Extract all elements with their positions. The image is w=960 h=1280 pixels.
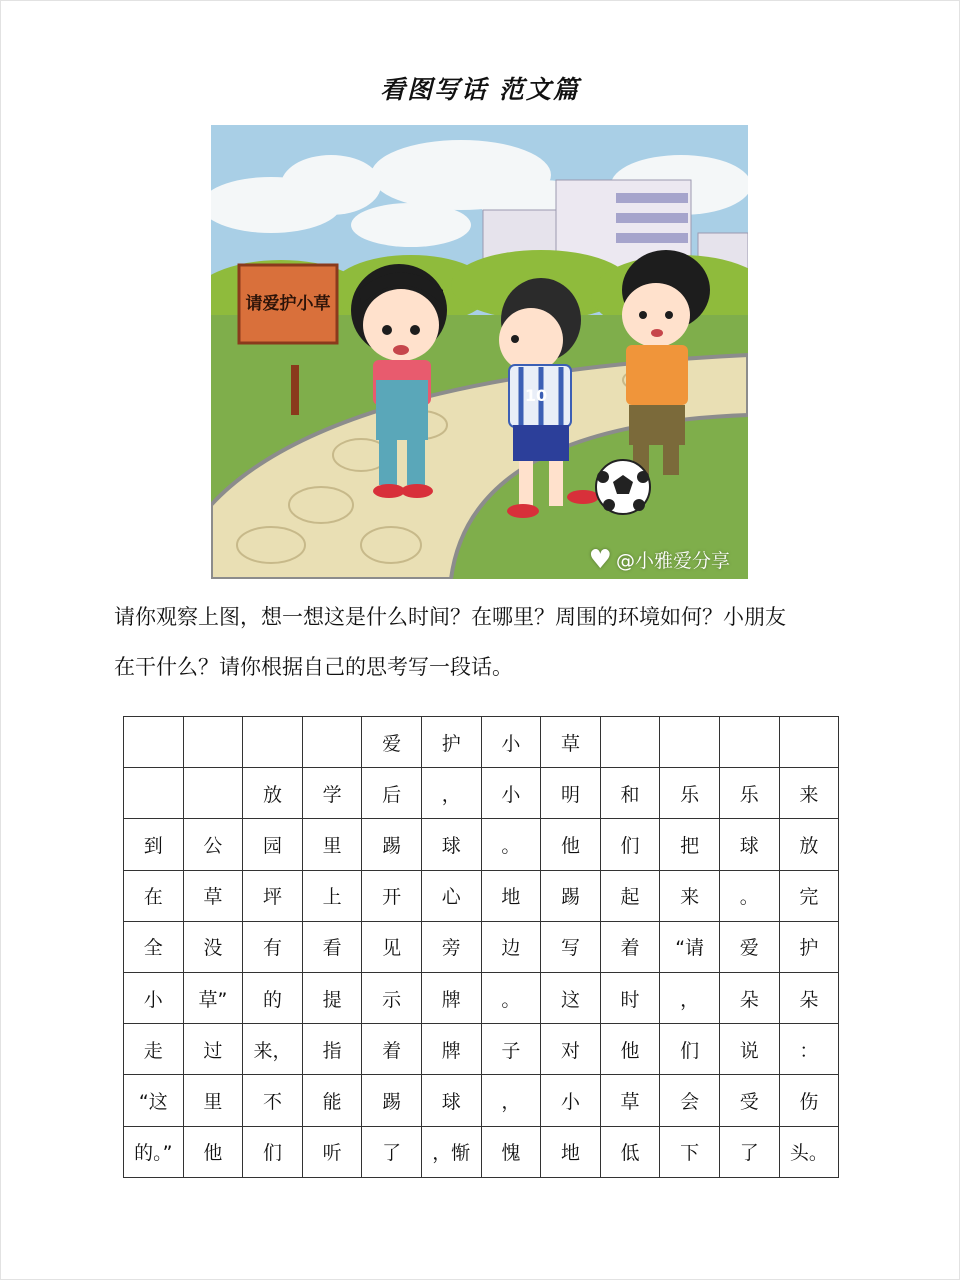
sign-post [291,365,299,415]
grid-cell: 把 [660,819,720,870]
grid-cell: “请 [660,921,720,972]
grid-cell: 来 [779,768,839,819]
grid-cell: 指 [302,1024,362,1075]
grid-cell: 学 [302,768,362,819]
soccer-ball-icon [596,460,650,514]
grid-cell: 朵 [719,972,779,1023]
grid-cell: 草” [183,972,243,1023]
grid-cell: 提 [302,972,362,1023]
grid-row [124,1126,839,1177]
grid-cell: 们 [660,1024,720,1075]
grid-cell: 地 [481,870,541,921]
grid-cell [243,717,303,768]
grid-cell: 踢 [362,1075,422,1126]
grid-cell [124,717,184,768]
grid-row [124,819,839,870]
grid-cell [183,717,243,768]
sign-text: 请爱护小草 [245,294,331,314]
grid-cell: 。 [481,972,541,1023]
grid-cell: 球 [421,819,481,870]
grid-cell [660,717,720,768]
grid-cell: 园 [243,819,303,870]
watermark [589,546,730,573]
grid-row [124,972,839,1023]
grid-cell: 示 [362,972,422,1023]
grid-cell: 小 [481,768,541,819]
grid-cell: 起 [600,870,660,921]
grid-cell: 头。 [779,1126,839,1177]
grid-cell: 坪 [243,870,303,921]
grid-cell: 愧 [481,1126,541,1177]
grid-row [124,921,839,972]
grid-row [124,1024,839,1075]
grid-cell: 地 [541,1126,601,1177]
watermark-text: @小雅爱分享 [615,550,730,572]
grid-cell: 爱 [362,717,422,768]
grid-cell: 旁 [421,921,481,972]
grid-cell: 来 [660,870,720,921]
grid-cell: 护 [421,717,481,768]
grid-cell: 草 [541,717,601,768]
grid-cell: 说 [719,1024,779,1075]
grid-row [124,870,839,921]
grid-cell: 心 [421,870,481,921]
writing-grid-body [124,717,839,1178]
grid-cell: 这 [541,972,601,1023]
prompt-line-1: 请你观察上图，想一想这是什么时间？在哪里？周围的环境如何？小朋友 [114,605,786,629]
grid-cell: 上 [302,870,362,921]
illustration-scene [211,125,748,579]
grid-cell: 明 [541,768,601,819]
grid-cell: ， [421,768,481,819]
grid-cell [719,717,779,768]
grid-cell: 能 [302,1075,362,1126]
grid-cell [302,717,362,768]
grid-cell: 小 [481,717,541,768]
grid-cell: 有 [243,921,303,972]
grid-cell: 牌 [421,972,481,1023]
grid-cell: 完 [779,870,839,921]
grid-cell: 他 [183,1126,243,1177]
grid-cell: 没 [183,921,243,972]
grid-cell: 下 [660,1126,720,1177]
writing-prompt [114,592,854,692]
grid-cell: 他 [600,1024,660,1075]
grid-cell: 后 [362,768,422,819]
grid-cell [779,717,839,768]
grid-cell: “这 [124,1075,184,1126]
grid-cell: 放 [779,819,839,870]
grid-cell: 爱 [719,921,779,972]
grid-cell: 不 [243,1075,303,1126]
grid-cell: 朵 [779,972,839,1023]
grid-cell: 乐 [719,768,779,819]
grid-cell: 他 [541,819,601,870]
grid-cell: 和 [600,768,660,819]
page-title: 看图写话 范文篇 [380,75,580,104]
grid-cell: ， [481,1075,541,1126]
grid-cell: 受 [719,1075,779,1126]
grid-cell: ， [660,972,720,1023]
grid-cell: 的 [243,972,303,1023]
grid-cell: 踢 [362,819,422,870]
grid-cell: 小 [124,972,184,1023]
grid-cell: 边 [481,921,541,972]
grid-cell: 们 [600,819,660,870]
grid-cell: 踢 [541,870,601,921]
grid-row [124,717,839,768]
grid-cell [183,768,243,819]
grid-cell: 过 [183,1024,243,1075]
grid-cell: 子 [481,1024,541,1075]
grid-cell: 草 [183,870,243,921]
grid-cell: 小 [541,1075,601,1126]
grid-cell: 开 [362,870,422,921]
grid-cell: 会 [660,1075,720,1126]
grid-cell: 写 [541,921,601,972]
grid-cell: ： [779,1024,839,1075]
grid-cell: 对 [541,1024,601,1075]
grid-cell: 见 [362,921,422,972]
grid-cell: 着 [362,1024,422,1075]
jersey-number: 10 [524,386,548,405]
grid-cell: 公 [183,819,243,870]
grid-cell: 球 [719,819,779,870]
grid-cell: 低 [600,1126,660,1177]
writing-grid [123,716,839,1178]
grid-cell: 里 [183,1075,243,1126]
grid-cell: 护 [779,921,839,972]
grid-cell: 听 [302,1126,362,1177]
grid-cell: 了 [719,1126,779,1177]
grid-row [124,1075,839,1126]
grid-cell: 在 [124,870,184,921]
grid-cell: 们 [243,1126,303,1177]
grid-cell: 放 [243,768,303,819]
grid-cell: ，惭 [421,1126,481,1177]
grid-cell: 。 [481,819,541,870]
grid-cell [600,717,660,768]
grid-cell: 到 [124,819,184,870]
grid-cell: 牌 [421,1024,481,1075]
grid-cell: 乐 [660,768,720,819]
picture-illustration [211,125,748,579]
grid-cell: 走 [124,1024,184,1075]
grid-row [124,768,839,819]
grid-cell: 了 [362,1126,422,1177]
grid-cell: 伤 [779,1075,839,1126]
grid-cell: 时 [600,972,660,1023]
grid-cell: 来， [243,1024,303,1075]
grid-cell: 全 [124,921,184,972]
grid-cell: 着 [600,921,660,972]
grid-cell: 草 [600,1075,660,1126]
grid-cell: 里 [302,819,362,870]
grid-cell [124,768,184,819]
grid-cell: 球 [421,1075,481,1126]
grid-cell: 。 [719,870,779,921]
heart-icon: ♥ [588,544,612,575]
grid-cell: 看 [302,921,362,972]
grid-cell: 的。” [124,1126,184,1177]
prompt-line-2: 在干什么？请你根据自己的思考写一段话。 [114,655,513,679]
